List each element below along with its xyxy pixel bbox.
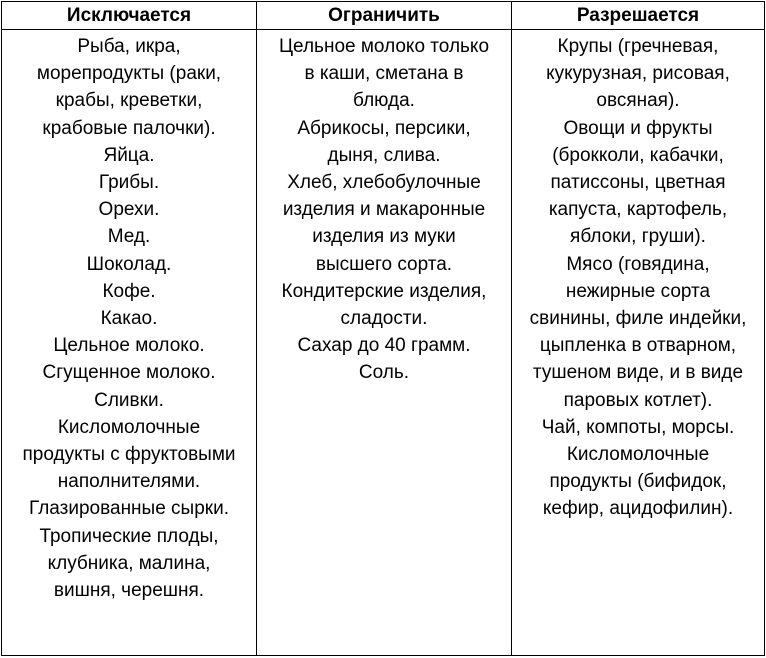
allowed-line: патиссоны, цветная xyxy=(550,172,726,194)
excluded-line: морепродукты (раки, xyxy=(36,63,222,85)
allowed-line: капуста, картофель, xyxy=(548,199,728,221)
excluded-line: Глазированные сырки. xyxy=(29,498,229,520)
excluded-line: Шоколад. xyxy=(86,253,172,275)
allowed-line: яблоки, груши). xyxy=(570,226,706,248)
header-allowed: Разрешается xyxy=(512,2,765,30)
header-limited: Ограничить xyxy=(257,2,512,30)
limited-line: Хлеб, хлебобулочные xyxy=(287,172,481,194)
allowed-line: цыпленка в отварном, xyxy=(539,335,737,357)
diet-table xyxy=(1,1,765,656)
excluded-line: Грибы. xyxy=(98,172,160,194)
allowed-line: нежирные сорта xyxy=(565,280,711,302)
allowed-line: Мясо (говядина, xyxy=(566,253,710,275)
allowed-line: кефир, ацидофилин). xyxy=(542,498,734,520)
limited-line: Цельное молоко только xyxy=(278,36,490,57)
allowed-line: Крупы (гречневая, xyxy=(557,36,719,57)
excluded-line: Сливки. xyxy=(94,389,164,411)
allowed-line: продукты (бифидок, xyxy=(549,471,727,493)
excluded-line: наполнителями. xyxy=(57,471,201,493)
excluded-line: Орехи. xyxy=(98,199,160,221)
limited-cell xyxy=(257,30,512,656)
excluded-cell xyxy=(2,30,257,656)
excluded-line: крабовые палочки). xyxy=(42,117,216,139)
limited-line: в каши, сметана в xyxy=(304,63,464,85)
excluded-line: Какао. xyxy=(100,308,158,330)
allowed-cell xyxy=(512,30,765,656)
allowed-line: Чай, компоты, морсы. xyxy=(541,416,735,438)
excluded-line: вишня, черешня. xyxy=(53,580,205,602)
excluded-line: крабы, креветки, xyxy=(55,90,203,112)
excluded-line: Кисломолочные xyxy=(57,416,201,438)
allowed-line: (брокколи, кабачки, xyxy=(552,144,724,166)
limited-line: Абрикосы, персики, xyxy=(297,117,471,139)
allowed-line: Кисломолочные xyxy=(566,444,710,466)
header-row xyxy=(2,2,765,30)
excluded-line: Кофе. xyxy=(102,280,156,302)
limited-line: Кондитерские изделия, xyxy=(281,280,487,302)
excluded-line: продукты с фруктовыми xyxy=(22,444,236,466)
excluded-line: Сгущенное молоко. xyxy=(42,362,216,384)
allowed-line: свинины, филе индейки, xyxy=(529,308,747,330)
excluded-line: Яйца. xyxy=(103,144,155,166)
excluded-line: Мед. xyxy=(107,226,151,248)
excluded-line: Тропические плоды, xyxy=(39,525,219,547)
allowed-line: тушеном виде, и в виде xyxy=(532,362,744,384)
limited-line: изделия из муки xyxy=(312,226,456,248)
limited-line: дыня, слива. xyxy=(327,144,441,166)
limited-line: изделия и макаронные xyxy=(282,199,486,221)
excluded-line: Цельное молоко. xyxy=(53,335,205,357)
limited-line: сладости. xyxy=(340,308,428,330)
excluded-line: клубника, малина, xyxy=(47,552,211,574)
content-row xyxy=(2,30,765,656)
limited-line: Сахар до 40 грамм. xyxy=(297,335,471,357)
header-excluded: Исключается xyxy=(2,2,257,30)
allowed-line: паровых котлет). xyxy=(563,389,713,411)
limited-line: блюда. xyxy=(353,90,415,112)
allowed-line: кукурузная, рисовая, xyxy=(546,63,730,85)
allowed-line: Овощи и фрукты xyxy=(563,117,713,139)
excluded-line: Рыба, икра, xyxy=(77,36,181,57)
limited-line: Соль. xyxy=(358,362,410,384)
limited-line: высшего сорта. xyxy=(315,253,453,275)
allowed-line: овсяная). xyxy=(596,90,680,112)
